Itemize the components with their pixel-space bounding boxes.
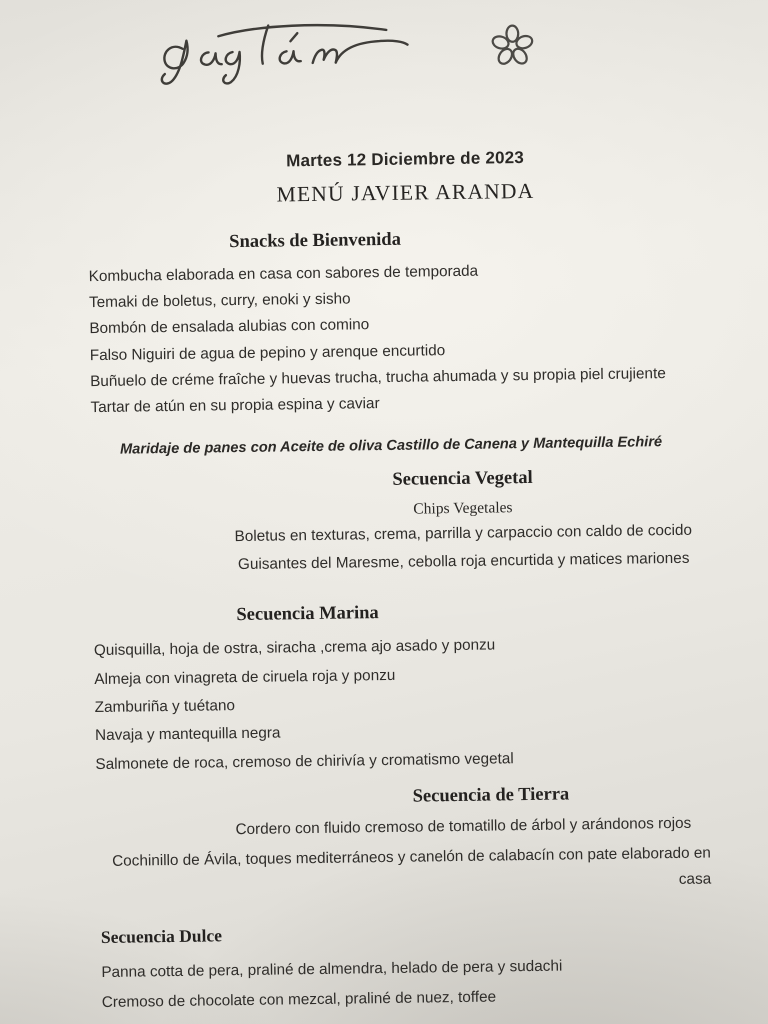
menu-item: Navaja y mantequilla negra [94, 724, 281, 745]
section-heading-marina: Secuencia Marina [236, 603, 379, 626]
section-heading-snacks: Snacks de Bienvenida [229, 229, 402, 253]
bread-pairing-note: Maridaje de panes con Aceite de oliva Castillo de Canena y Mantequilla Echiré [119, 434, 663, 458]
menu-item: Cordero con fluido cremoso de tomatillo de árbol y arándonos rojos [235, 814, 692, 839]
section-heading-tierra: Secuencia de Tierra [412, 784, 570, 807]
menu-header [19, 0, 768, 211]
menu-item: Cochinillo de Ávila, toques mediterráneos y canelón de calabacín con pate elaborado en casa [112, 844, 712, 889]
menu-item: Panna cotta de pera, praliné de almendra, helado de pera y sudachi [101, 957, 563, 982]
section-tierra [4, 782, 768, 903]
menu-title: MENÚ JAVIER ARANDA [276, 178, 535, 207]
menu-item: Tartar de atún en su propia espina y caviar [90, 395, 380, 417]
section-heading-dulce: Secuencia Dulce [100, 925, 223, 948]
menu-item: Temaki de boletus, curry, enoki y sisho [88, 290, 351, 312]
section-heading-vegetal: Secuencia Vegetal [392, 468, 533, 491]
menu-item: Almeja con vinagreta de ciruela roja y ponzu [94, 666, 396, 688]
menu-item: Kombucha elaborada en casa con sabores de temporada [88, 262, 479, 286]
snacks-items [89, 255, 767, 422]
menu-date: Martes 12 Diciembre de 2023 [286, 148, 525, 171]
section-vegetal [78, 464, 768, 582]
menu-item: Salmonete de roca, cremoso de chirivía y cromatismo vegetal [95, 750, 514, 773]
menu-item: Bombón de ensalada alubias con comino [89, 316, 370, 338]
marina-items [94, 628, 768, 779]
menu-item: Cremoso de chocolate con mezcal, praliné de nuez, toffee [101, 988, 497, 1012]
menu-item: Zamburiña y tuétano [94, 697, 236, 717]
menu-item: Falso Niguiri de agua de pepino y arenque encurtido [89, 341, 446, 364]
menu-item: Buñuelo de créme fraîche y huevas trucha, trucha ahumada y su propia piel crujiente [90, 364, 666, 390]
vegetal-subheading: Chips Vegetales [413, 499, 513, 518]
menu-item: Quisquilla, hoja de ostra, siracha ,crema ajo asado y ponzu [93, 636, 496, 660]
menu-item: Guisantes del Maresme, cebolla roja encurtida y matices mariones [237, 549, 690, 574]
dulce-items [101, 950, 695, 1018]
section-dulce [101, 918, 768, 1018]
menu-item: Boletus en texturas, crema, parrilla y carpaccio con caldo de cocido [234, 521, 693, 546]
